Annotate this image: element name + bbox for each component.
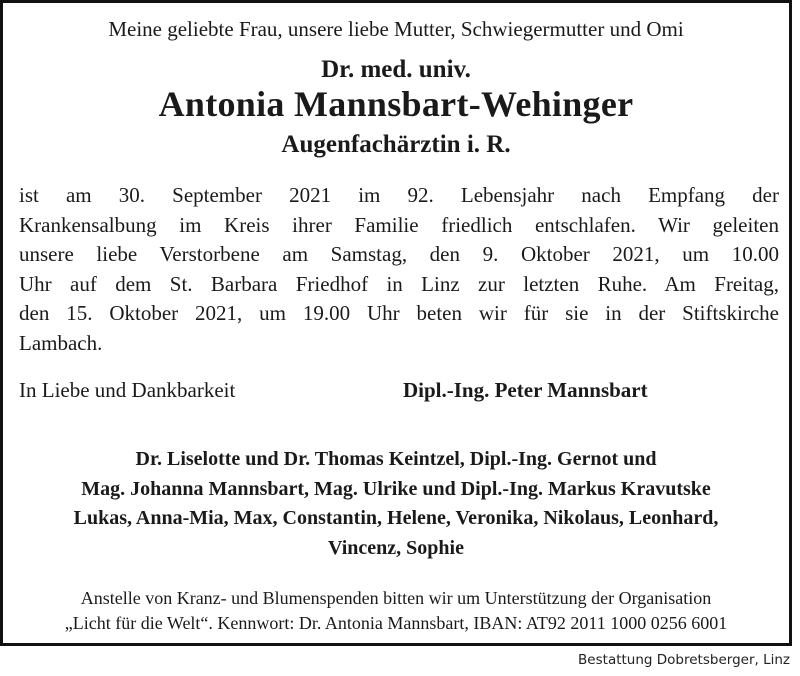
closing-phrase: In Liebe und Dankbarkeit xyxy=(19,378,236,402)
main-mourner: Dipl.-Ing. Peter Mannsbart xyxy=(403,378,648,402)
announcement-line: Krankensalbung im Kreis ihrer Familie friedlich entschlafen. Wir geleiten xyxy=(19,212,779,237)
announcement-text xyxy=(19,181,779,358)
deceased-profession: Augenfachärztin i. R. xyxy=(281,131,511,158)
donation-line: „Licht für die Welt“. Kennwort: Dr. Antonia Mannsbart, IBAN: AT92 2011 1000 0256 6001 xyxy=(64,613,728,633)
academic-title: Dr. med. univ. xyxy=(321,56,471,83)
funeral-home-credit: Bestattung Dobretsberger, Linz xyxy=(578,652,790,668)
announcement-line: Lambach. xyxy=(19,330,103,355)
intro-line: Meine geliebte Frau, unsere liebe Mutter, Schwiegermutter und Omi xyxy=(108,17,684,41)
mourners-list xyxy=(3,445,789,563)
announcement-line: Uhr auf dem St. Barbara Friedhof in Linz zur letzten Ruhe. Am Freitag, xyxy=(19,271,779,296)
mourners-line: Lukas, Anna-Mia, Max, Constantin, Helene, Veronika, Nikolaus, Leonhard, xyxy=(73,507,719,529)
announcement-line: ist am 30. September 2021 im 92. Lebensjahr nach Empfang der xyxy=(19,183,779,207)
mourners-line: Mag. Johanna Mannsbart, Mag. Ulrike und Dipl.-Ing. Markus Kravutske xyxy=(81,477,711,500)
donation-note xyxy=(3,586,789,636)
donation-line: Anstelle von Kranz- und Blumenspenden bitten wir um Unterstützung der Organisation xyxy=(80,588,712,608)
deceased-name: Antonia Mannsbart-Wehinger xyxy=(158,84,634,124)
announcement-line: den 15. Oktober 2021, um 19.00 Uhr beten wir für sie in der Stiftskirche xyxy=(19,301,779,325)
mourners-line: Vincenz, Sophie xyxy=(328,536,464,559)
announcement-line: unsere liebe Verstorbene am Samstag, den 9. Oktober 2021, um 10.00 xyxy=(19,242,779,266)
mourners-line: Dr. Liselotte und Dr. Thomas Keintzel, Dipl.-Ing. Gernot und xyxy=(135,448,657,470)
